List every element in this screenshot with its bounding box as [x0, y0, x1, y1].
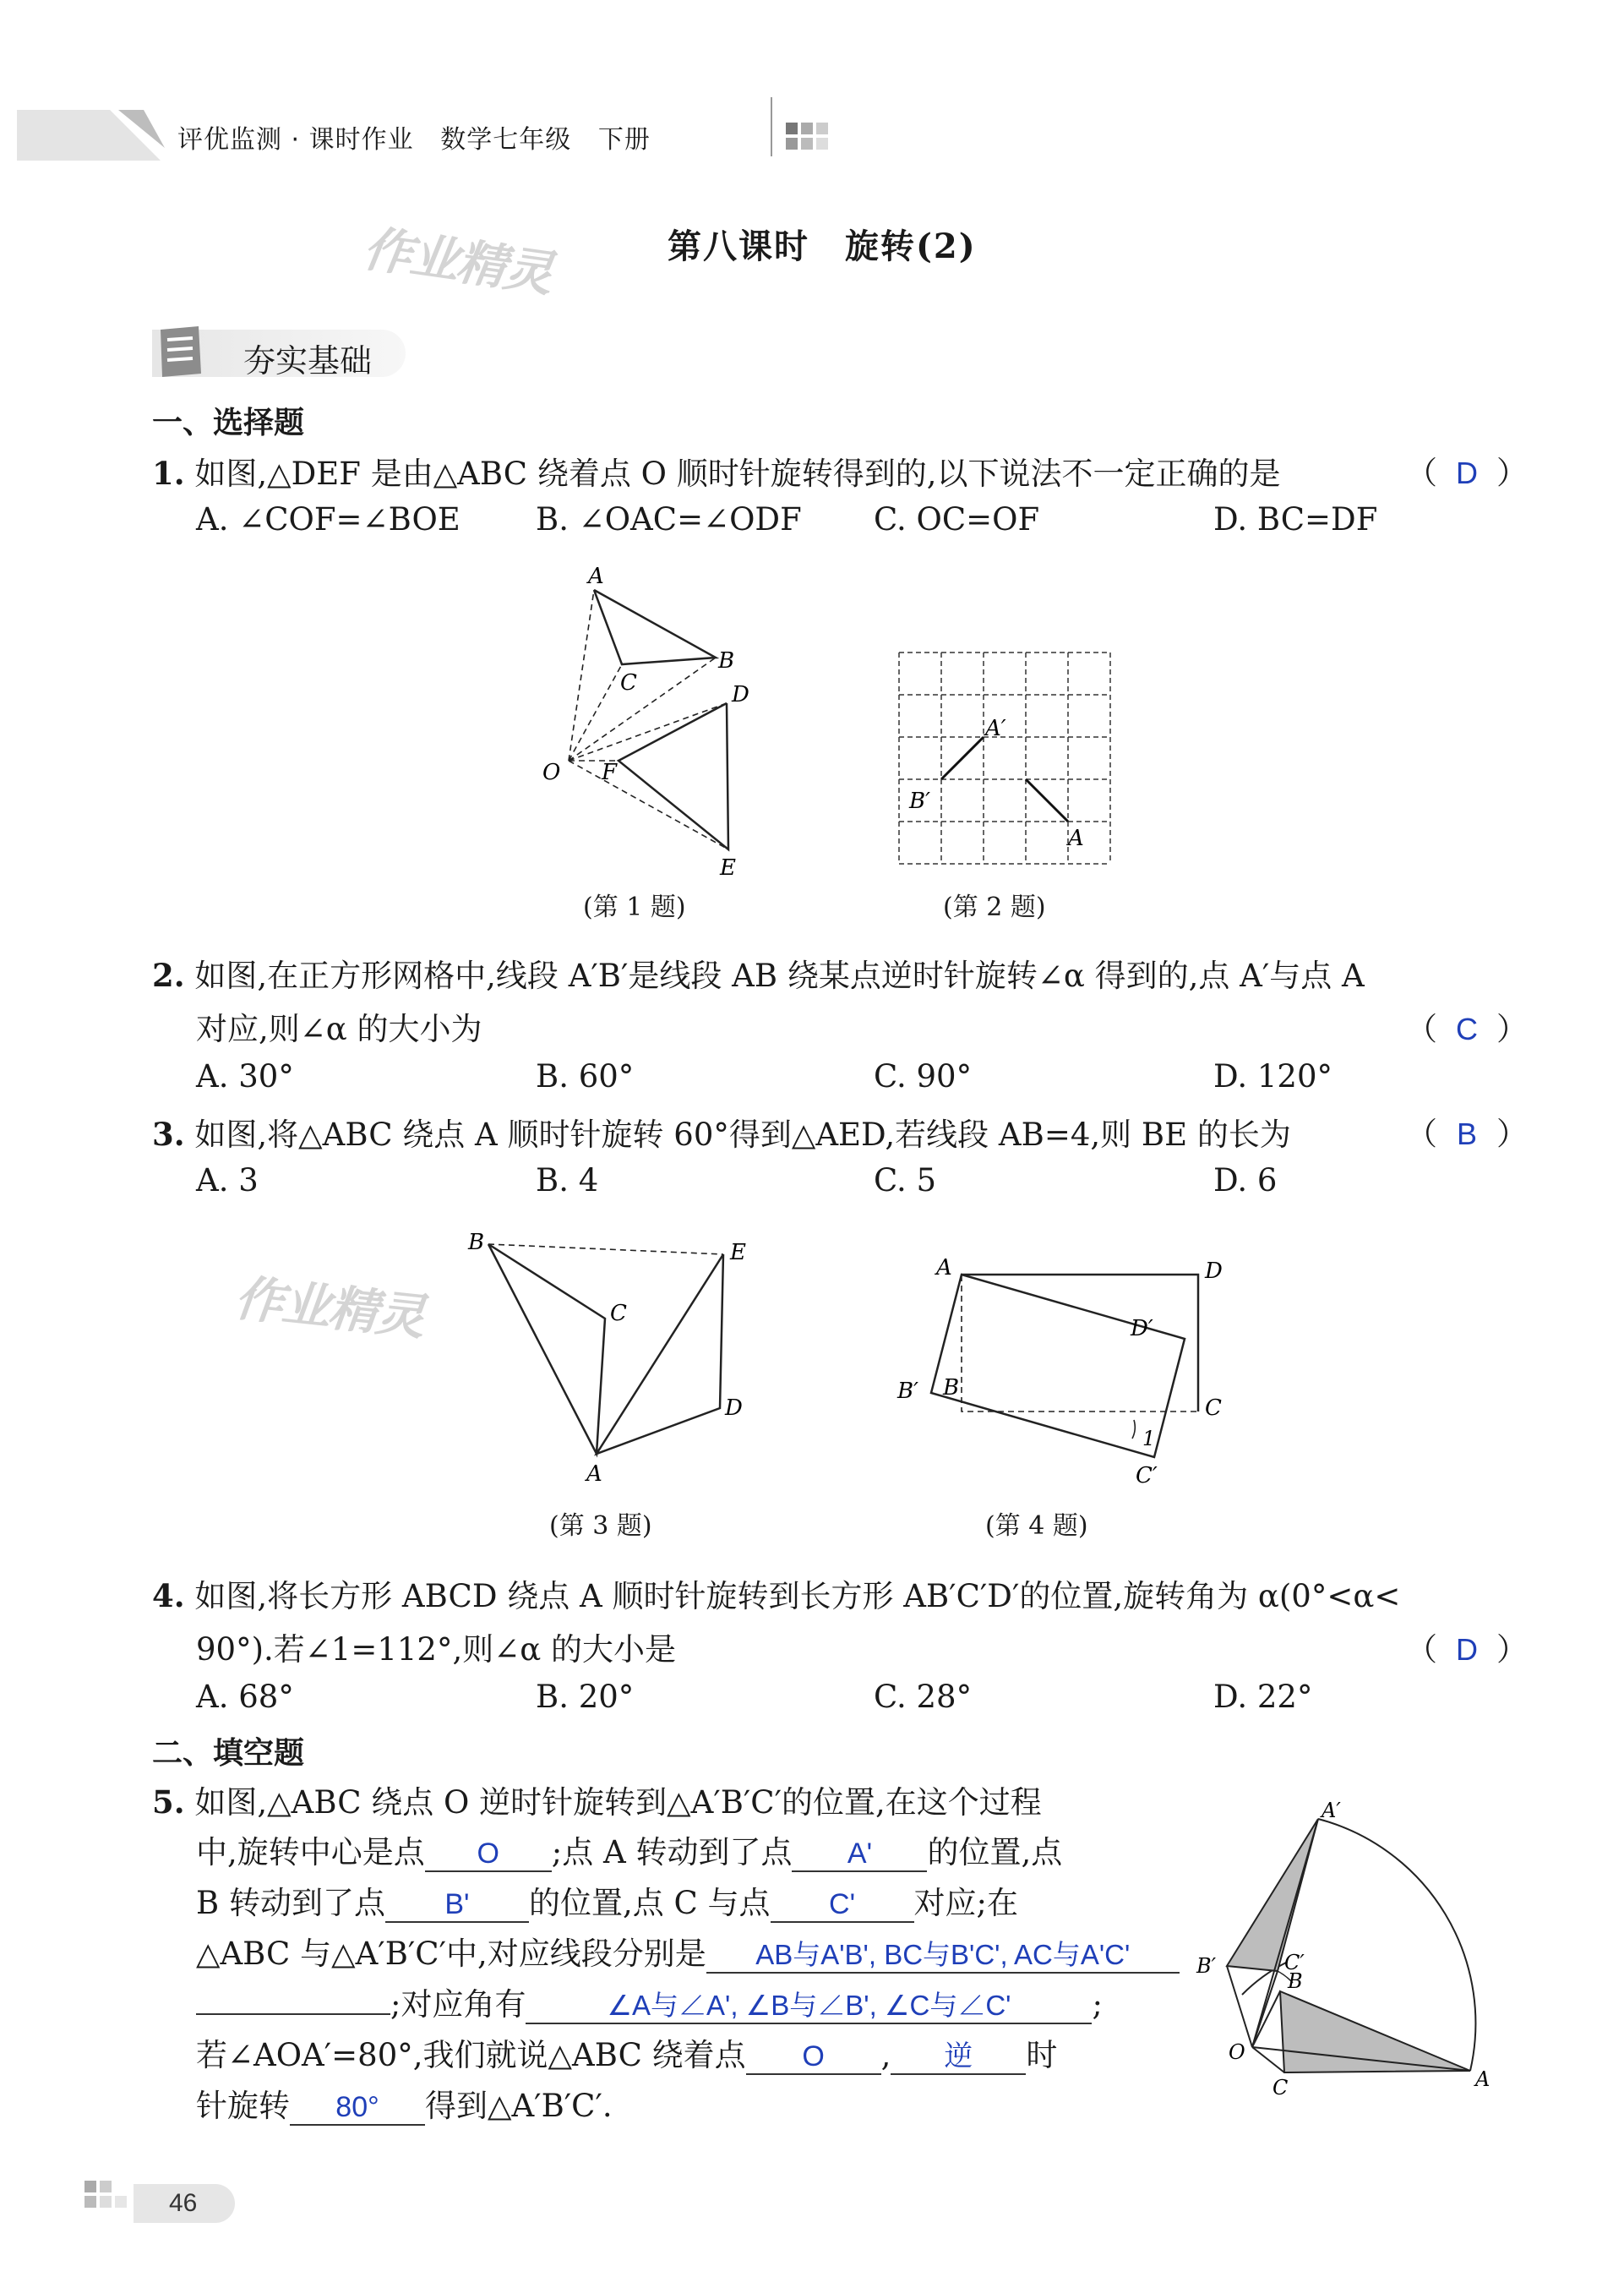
q5-blank-a[interactable]: A'	[792, 1837, 927, 1872]
q5-text-2b: ;点 A 转动到了点	[551, 1834, 793, 1870]
q5-number: 5.	[152, 1783, 185, 1821]
q1-number: 1.	[152, 455, 185, 492]
q5-text-6b: ,	[880, 2037, 891, 2073]
fig5-label-A: A	[1475, 2067, 1490, 2091]
fig4-label-one: 1	[1142, 1427, 1156, 1450]
fig5-label-O: O	[1229, 2040, 1245, 2064]
q5-text-6a: 若∠AOA′=80°,我们就说△ABC 绕着点	[196, 2037, 746, 2073]
q5-blank-point[interactable]: O	[746, 2039, 881, 2075]
q3-answer-paren: （ B ）	[1406, 1107, 1528, 1161]
q3-answer: B	[1456, 1117, 1477, 1151]
q3-number: 3.	[152, 1116, 185, 1153]
q1-option-d: D. BC=DF	[1213, 501, 1378, 538]
q3-caption: (第 3 题)	[549, 1511, 652, 1541]
q4-number: 4.	[152, 1577, 185, 1614]
figure-3	[456, 1226, 760, 1496]
fig4-label-C1: C′	[1136, 1463, 1158, 1488]
figure-1	[524, 558, 777, 879]
q5-blank-c[interactable]: C'	[771, 1887, 914, 1923]
fig1-label-O: O	[542, 760, 561, 785]
q2-answer: C	[1456, 1012, 1478, 1046]
watermark-2: 作业精灵	[232, 1269, 427, 1346]
fig1-label-E: E	[720, 855, 736, 881]
fig1-label-B: B	[718, 648, 735, 674]
q4-text-line1: 如图,将长方形 ABCD 绕点 A 顺时针旋转到长方形 AB′C′D′的位置,旋转角为 α(0°<α<	[194, 1578, 1401, 1614]
q5-line3	[196, 1876, 1018, 1930]
q1-option-c: C. OC=OF	[874, 501, 1040, 538]
q4-option-d: D. 22°	[1213, 1679, 1313, 1715]
notebook-icon	[152, 323, 211, 382]
q5-text-3a: B 转动到了点	[196, 1885, 385, 1921]
fig5-label-B1: B′	[1196, 1954, 1217, 1978]
page-number: 46	[169, 2189, 198, 2217]
q5-text-6c: 时	[1026, 2037, 1058, 2073]
header-divider	[771, 97, 772, 156]
q5-line5	[196, 1978, 1103, 2032]
q5-blank-angles[interactable]: ∠A与∠A', ∠B与∠B', ∠C与∠C'	[526, 1989, 1092, 2024]
q3-text: 如图,将△ABC 绕点 A 顺时针旋转 60°得到△AED,若线段 AB=4,则 BE 的长为	[194, 1117, 1291, 1153]
q1-text: 如图,△DEF 是由△ABC 绕着点 O 顺时针旋转得到的,以下说法不一定正确的是	[194, 456, 1281, 492]
q5-text-5b: ;	[1092, 1986, 1103, 2023]
fig2-label-A1: A′	[985, 716, 1006, 741]
fig3-label-C: C	[610, 1301, 627, 1326]
q3-option-d: D. 6	[1213, 1162, 1278, 1199]
q4-answer-paren: （ D ）	[1406, 1623, 1528, 1677]
q5-text-3b: 的位置,点 C 与点	[528, 1885, 771, 1921]
q5-line4	[196, 1927, 1180, 1981]
q5-blank-b[interactable]: B'	[385, 1887, 529, 1923]
header-stripe-icon	[17, 101, 169, 161]
fig1-label-C: C	[620, 670, 637, 696]
q2-stem-line1	[152, 948, 1521, 1003]
q5-blank-segments[interactable]: AB与A'B', BC与B'C', AC与A'C'	[706, 1938, 1180, 1974]
q2-number: 2.	[152, 957, 185, 994]
q5-blank-degree[interactable]: 80°	[290, 2090, 425, 2126]
section-title: 夯实基础	[243, 342, 373, 380]
q5-text-7a: 针旋转	[196, 2088, 290, 2124]
q2-option-b: B. 60°	[536, 1058, 635, 1095]
watermark: 作业精灵	[359, 219, 555, 303]
q2-text-line2: 对应,则∠α 的大小为	[196, 1011, 482, 1047]
q5-text-4a: △ABC 与△A′B′C′中,对应线段分别是	[196, 1936, 706, 1972]
q2-option-c: C. 90°	[874, 1058, 973, 1095]
q3-option-a: A. 3	[196, 1162, 259, 1199]
fig2-label-B1: B′	[909, 789, 931, 814]
grid-icon	[786, 123, 837, 153]
figure-5	[1174, 1792, 1496, 2113]
q1-option-a: A. ∠COF=∠BOE	[196, 501, 460, 538]
q5-text-7b: 得到△A′B′C′.	[425, 2088, 613, 2124]
q5-text-5a: ;对应角有	[390, 1986, 526, 2023]
part2-heading: 二、填空题	[152, 1736, 305, 1771]
q4-option-b: B. 20°	[536, 1679, 635, 1715]
q4-option-c: C. 28°	[874, 1679, 973, 1715]
fig5-label-C: C	[1272, 2076, 1289, 2100]
q2-option-a: A. 30°	[196, 1058, 294, 1095]
fig5-label-B: B	[1288, 1969, 1303, 1993]
q5-text-1: 如图,△ABC 绕点 O 逆时针旋转到△A′B′C′的位置,在这个过程	[194, 1784, 1042, 1821]
q5-blank-direction[interactable]: 逆	[891, 2039, 1026, 2075]
fig4-label-B1: B′	[897, 1379, 919, 1404]
footer	[84, 2181, 237, 2228]
fig2-label-A: A	[1068, 826, 1084, 851]
q4-caption: (第 4 题)	[985, 1511, 1088, 1541]
q4-text-line2: 90°).若∠1=112°,则∠α 的大小是	[196, 1631, 676, 1668]
q5-text-3c: 对应;在	[913, 1885, 1019, 1921]
q5-blank-center[interactable]: O	[425, 1837, 552, 1872]
fig1-label-F: F	[602, 760, 618, 785]
q2-answer-paren: （ C ）	[1406, 1002, 1528, 1057]
fig4-label-D1: D′	[1131, 1316, 1153, 1341]
fig4-label-D: D	[1205, 1259, 1223, 1284]
fig4-label-C: C	[1205, 1395, 1222, 1421]
q4-answer: D	[1456, 1632, 1478, 1667]
q4-option-a: A. 68°	[196, 1679, 294, 1715]
q5-text-2a: 中,旋转中心是点	[196, 1834, 425, 1870]
fig5-label-C1: C′	[1284, 1951, 1305, 1974]
q5-line1	[152, 1775, 1042, 1830]
q1-answer: D	[1456, 456, 1478, 490]
part1-heading: 一、选择题	[152, 406, 305, 440]
section-badge	[152, 323, 422, 382]
fig3-label-B: B	[468, 1230, 485, 1255]
fig3-label-A: A	[586, 1461, 602, 1487]
fig4-label-A: A	[936, 1255, 952, 1280]
q1-option-b: B. ∠OAC=∠ODF	[536, 501, 802, 538]
page-title: 第八课时 旋转(2)	[668, 227, 977, 266]
q3-stem	[152, 1107, 1504, 1162]
q1-caption: (第 1 题)	[583, 893, 686, 922]
fig1-label-D: D	[732, 682, 749, 707]
q4-stem-line1	[152, 1569, 1521, 1624]
q1-answer-paren: （ D ）	[1406, 446, 1528, 500]
q5-text-2c: 的位置,点	[927, 1834, 1063, 1870]
figure-2	[887, 642, 1158, 887]
fig5-label-A1: A′	[1322, 1799, 1341, 1822]
q5-line2	[196, 1826, 1062, 1880]
footer-grid-icon	[84, 2181, 128, 2225]
q5-blank-segments-cont	[196, 2013, 390, 2015]
q2-option-d: D. 120°	[1213, 1058, 1332, 1095]
q5-line7	[196, 2079, 613, 2133]
header-title: 评优监测 · 课时作业 数学七年级 下册	[177, 125, 651, 155]
q1-stem	[152, 446, 1512, 501]
header-bar	[0, 93, 1624, 186]
q2-caption: (第 2 题)	[943, 893, 1046, 922]
fig3-label-D: D	[725, 1395, 743, 1421]
figure-4	[879, 1251, 1223, 1496]
fig1-label-A: A	[588, 564, 604, 589]
q5-line6	[196, 2029, 1057, 2083]
fig4-label-B: B	[943, 1375, 960, 1401]
q3-option-c: C. 5	[874, 1162, 937, 1199]
fig3-label-E: E	[730, 1240, 746, 1265]
q2-text-line1: 如图,在正方形网格中,线段 A′B′是线段 AB 绕某点逆时针旋转∠α 得到的,点 A′与点 A	[194, 958, 1365, 994]
q3-option-b: B. 4	[536, 1162, 599, 1199]
